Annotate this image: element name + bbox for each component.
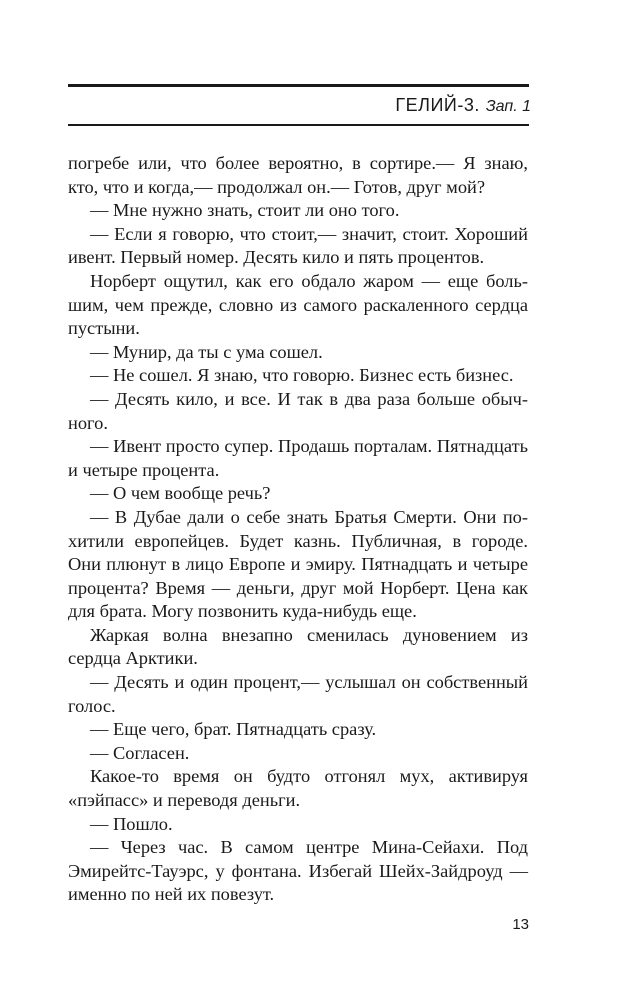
paragraph: — Десять и один процент,— услышал он собственный голос. [68, 672, 528, 716]
running-head [395, 93, 531, 119]
paragraph: Какое-то время он будто отгонял мух, активируя «пэйпасс» и переводя деньги. [68, 766, 528, 811]
paragraph-continuation: погребе или, что более вероятно, в сортире.— Я знаю, кто, что и когда,— продолжал он.— Готов, друг мой? [68, 153, 528, 197]
paragraph: — Мунир, да ты с ума сошел. [90, 341, 323, 362]
header-rule-top [68, 84, 529, 87]
paragraph: Норберт ощутил, как его обдало жаром — еще большим, чем прежде, словно из самого раскаленного сердца пустыни. [68, 270, 528, 339]
paragraph: — О чем вообще речь? [90, 483, 271, 504]
paragraph: — Пошло. [90, 813, 173, 834]
header-rule-bottom [68, 124, 529, 126]
paragraph: Жаркая волна внезапно сменилась дуновением из сердца Арктики. [68, 624, 528, 669]
book-subtitle: Зап. 1 [485, 98, 531, 115]
body-text [68, 152, 528, 907]
paragraph: — Десять кило, и все. И так в два раза больше обычного. [68, 388, 528, 433]
paragraph: — Если я говорю, что стоит,— значит, стоит. Хороший ивент. Первый номер. Десять кило и пять процентов. [68, 223, 528, 268]
paragraph: — Не сошел. Я знаю, что говорю. Бизнес есть бизнес. [90, 365, 514, 386]
paragraph: — Еще чего, брат. Пятнадцать сразу. [90, 719, 377, 740]
paragraph: — Ивент просто супер. Продашь порталам. Пятнадцать и четыре процента. [68, 436, 528, 480]
book-title: ГЕЛИЙ-3. [395, 95, 480, 115]
paragraph: — В Дубае дали о себе знать Братья Смерти. Они похитили европейцев. Будет казнь. Публичная, в городе. Они плюнут в лицо Европе и эмиру. Пятнадцать и четыре процента? Время — деньги, друг мой Норберт. Цена как для брата. Могу позвонить куда-нибудь еще. [68, 506, 528, 622]
page-number: 13 [512, 916, 529, 933]
paragraph: — Согласен. [90, 742, 190, 763]
paragraph: — Через час. В самом центре Мина-Сейахи. Под Эмирейтс-Тауэрс, у фонтана. Избегай Шейх-Зайдроуд — именно по ней их повезут. [68, 837, 528, 905]
paragraph: — Мне нужно знать, стоит ли оно того. [90, 200, 400, 221]
